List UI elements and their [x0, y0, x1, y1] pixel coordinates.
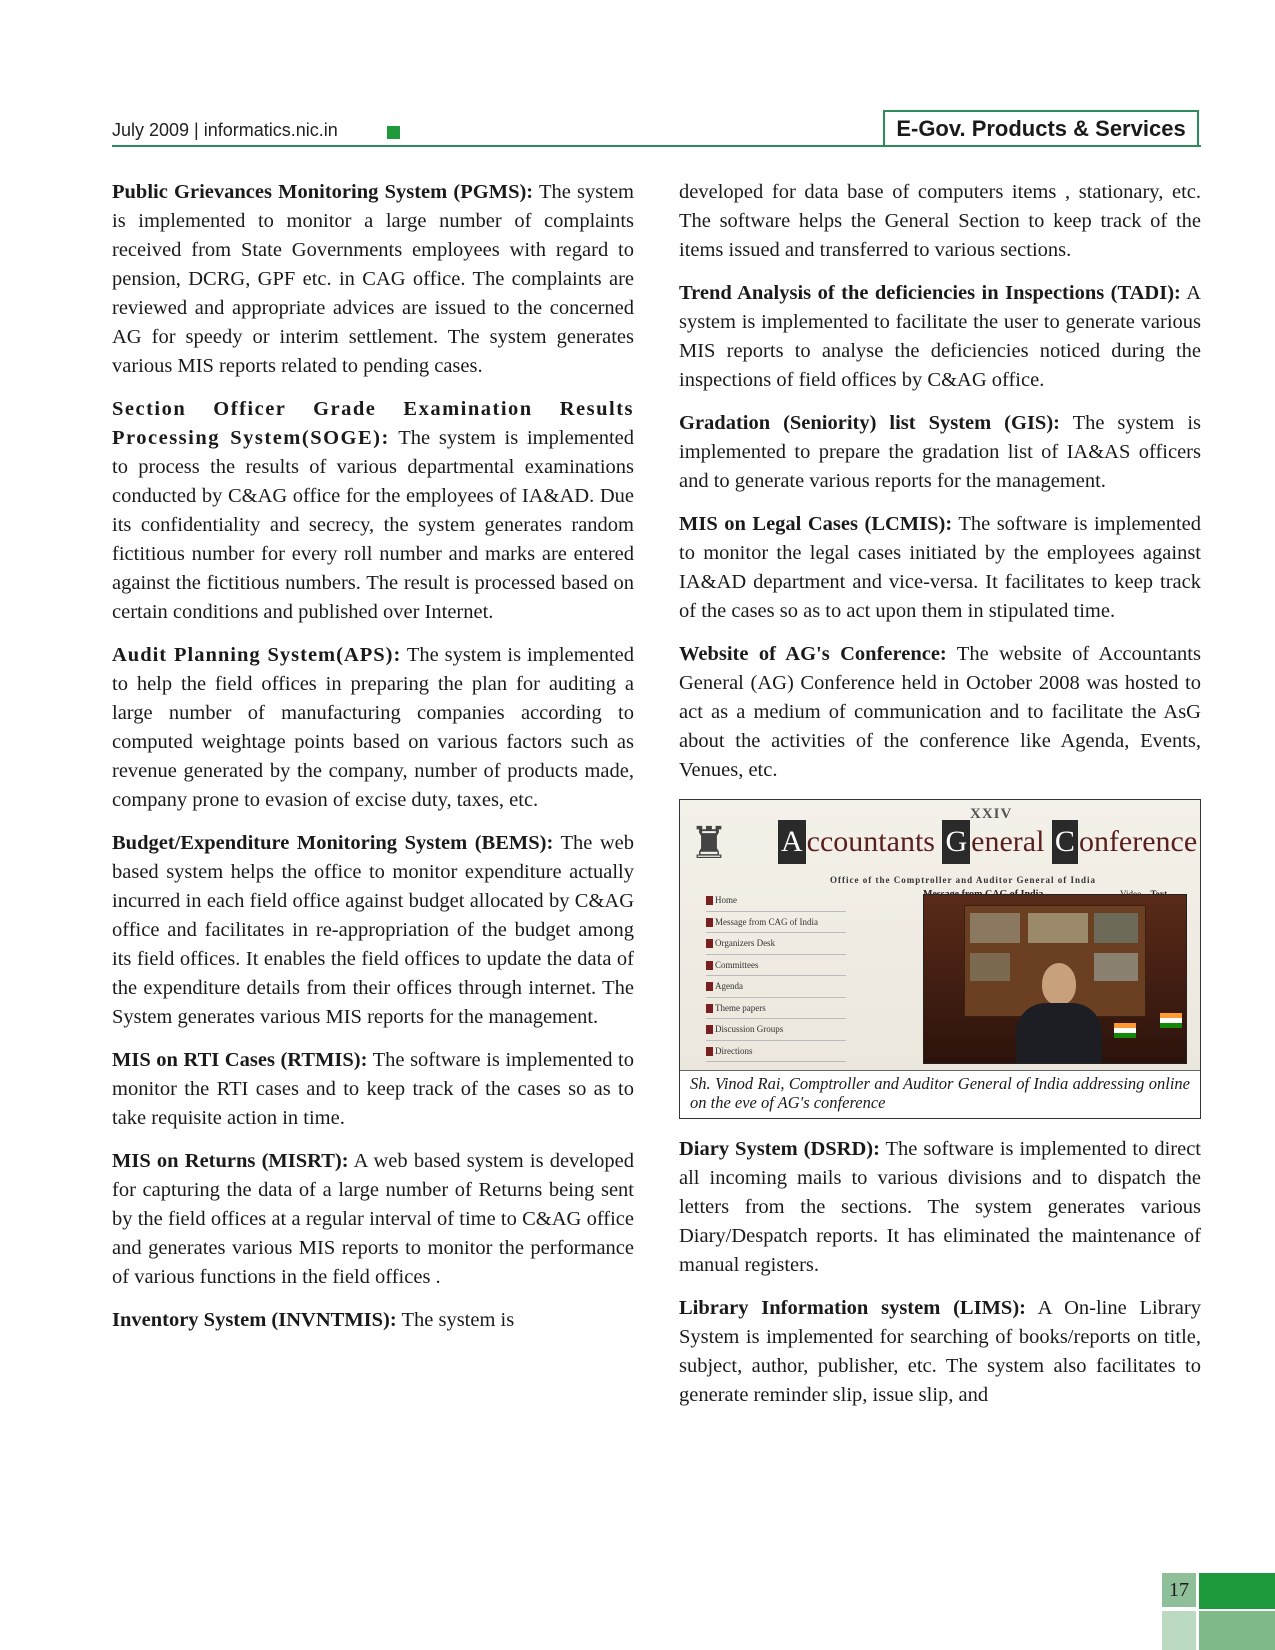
footer-decoration: [1199, 1573, 1275, 1609]
body-invntmis: The system is: [396, 1309, 515, 1331]
nav-item: Directions: [706, 1041, 846, 1063]
conference-banner: [778, 820, 1198, 864]
heading-misrt: MIS on Returns (MISRT):: [112, 1150, 349, 1172]
heading-ag-website: Website of AG's Conference:: [679, 643, 947, 665]
banner-letter-g: G: [942, 820, 970, 864]
article-misrt: [112, 1147, 634, 1292]
heading-invntmis: Inventory System (INVNTMIS):: [112, 1309, 397, 1331]
article-gis: [679, 409, 1201, 496]
body-dsrd: The software is implemented to direct all incoming mails to various divisions and to dispatch the letters from the sections. The system generates various Diary/Despatch reports. It has eliminated the maintenance of manual registers.: [679, 1138, 1201, 1276]
conference-number: XXIV: [970, 806, 1013, 822]
footer-decoration: [1199, 1611, 1275, 1650]
body-pgms: The system is implemented to monitor a large number of complaints received from State Governments employees with regard to pension, DCRG, GPF etc. in CAG office. The complaints are reviewed and appropriate advices are issued to the concerned AG for speedy or interim settlement. The system generates various MIS reports related to pending cases.: [112, 181, 634, 377]
nav-item: Theme papers: [706, 998, 846, 1020]
section-title: E-Gov. Products & Services: [883, 110, 1199, 145]
banner-word-accountants: ccountants: [806, 825, 943, 858]
nav-item: Message from CAG of India: [706, 912, 846, 934]
heading-dsrd: Diary System (DSRD):: [679, 1138, 880, 1160]
body-aps: The system is implemented to help the field offices in preparing the plan for auditing a large number of manufacturing companies according to computed weightage points based on various factors such as revenue generated by the company, number of products made, company prone to evasion of excise duty, taxes, etc.: [112, 644, 634, 811]
video-frame: [923, 894, 1187, 1064]
office-line: Office of the Comptroller and Auditor General of India: [830, 875, 1096, 885]
body-ag-website: The website of Accountants General (AG) Conference held in October 2008 was hosted to act as a medium of communication and to facilitate the AsG about the activities of the conference like Agenda, Events, Venues, etc.: [679, 643, 1201, 781]
article-inventory-cont: [679, 178, 1201, 265]
body-rtmis: The software is implemented to monitor the RTI cases and to keep track of the cases so as to take requisite action in time.: [112, 1049, 634, 1129]
speaker-body: [1016, 1003, 1102, 1063]
heading-gis: Gradation (Seniority) list System (GIS):: [679, 412, 1060, 434]
heading-bems: Budget/Expenditure Monitoring System (BEMS):: [112, 832, 554, 854]
article-aps: [112, 641, 634, 815]
flag-icon: [1160, 1013, 1182, 1028]
body-bems: The web based system helps the office to monitor expenditure actually incurred in each field office against budget allocated by C&AG office and facilitates in re-appropriation of the budget among its field offices. It enables the field offices to update the data of the expenditure details from their offices through internet. The System generates various MIS reports for the management.: [112, 832, 635, 1028]
heading-soge: Section Officer Grade Examination Results Processing System(SOGE):: [112, 398, 634, 449]
left-column: [112, 178, 634, 1349]
article-invntmis: [112, 1306, 634, 1335]
heading-tadi: Trend Analysis of the deficiencies in Inspections (TADI):: [679, 282, 1181, 304]
flag-icon: [1114, 1023, 1136, 1038]
body-inventory-cont: developed for data base of computers items , stationary, etc. The software helps the General Section to keep track of the items issued and transferred to various sections.: [679, 181, 1201, 261]
banner-letter-c: C: [1052, 820, 1078, 864]
nav-item: Organizers Desk: [706, 933, 846, 955]
nav-item: Committees: [706, 955, 846, 977]
nav-item: Home: [706, 890, 846, 912]
figure-caption: Sh. Vinod Rai, Comptroller and Auditor General of India addressing online on the eve of AG's conference: [690, 1074, 1190, 1112]
banner-letter-a: A: [778, 820, 806, 864]
article-bems: [112, 829, 634, 1032]
body-gis: The system is implemented to prepare the gradation list of IA&AS officers and to generate various reports for the management.: [679, 412, 1201, 492]
nav-item: Discussion Groups: [706, 1019, 846, 1041]
article-lcmis: [679, 510, 1201, 626]
website-screenshot: [680, 800, 1200, 1071]
article-lims: [679, 1294, 1201, 1410]
article-pgms: [112, 178, 634, 381]
national-emblem-icon: ♜: [689, 819, 729, 868]
footer-decoration: [1162, 1611, 1196, 1650]
article-tadi: [679, 279, 1201, 395]
heading-lcmis: MIS on Legal Cases (LCMIS):: [679, 513, 953, 535]
heading-lims: Library Information system (LIMS):: [679, 1297, 1026, 1319]
body-lcmis: The software is implemented to monitor the legal cases initiated by the employees against IA&AD department and vice-versa. It facilitates to keep track of the cases so as to act upon them in stipulated time.: [679, 513, 1201, 622]
right-column: [679, 178, 1201, 1424]
site-nav: [706, 890, 846, 1062]
conference-figure: [679, 799, 1201, 1119]
banner-word-conference: onference: [1078, 825, 1198, 858]
body-lims: A On-line Library System is implemented for searching of books/reports on title, subject, author, publisher, etc. The system also facilitates to generate reminder slip, issue slip, and: [679, 1297, 1201, 1406]
page-number: 17: [1162, 1573, 1196, 1607]
article-soge: [112, 395, 634, 627]
article-rtmis: [112, 1046, 634, 1133]
header-publication-info: July 2009 | informatics.nic.in: [112, 120, 338, 140]
article-dsrd: [679, 1135, 1201, 1280]
heading-pgms: Public Grievances Monitoring System (PGMS):: [112, 181, 534, 203]
heading-aps: Audit Planning System(APS):: [112, 644, 402, 666]
header-square-icon: [387, 126, 400, 139]
speaker-head: [1042, 963, 1076, 1005]
nav-item: Agenda: [706, 976, 846, 998]
article-ag-website: [679, 640, 1201, 785]
body-tadi: A system is implemented to facilitate the user to generate various MIS reports to analyse the deficiencies noticed during the inspections of field offices by C&AG office.: [679, 282, 1201, 391]
body-soge: The system is implemented to process the results of various departmental examinations conducted by C&AG office for the employees of IA&AD. Due its confidentiality and secrecy, the system generates random fictitious number for every roll number and marks are entered against the fictitious numbers. The result is processed based on certain conditions and published over Internet.: [112, 427, 635, 623]
header-rule: [112, 145, 1201, 147]
banner-word-general: eneral: [971, 825, 1052, 858]
heading-rtmis: MIS on RTI Cases (RTMIS):: [112, 1049, 368, 1071]
body-misrt: A web based system is developed for capturing the data of a large number of Returns being sent by the field offices at a regular interval of time to C&AG office and generates various MIS reports to monitor the performance of various functions in the field offices .: [112, 1150, 635, 1288]
